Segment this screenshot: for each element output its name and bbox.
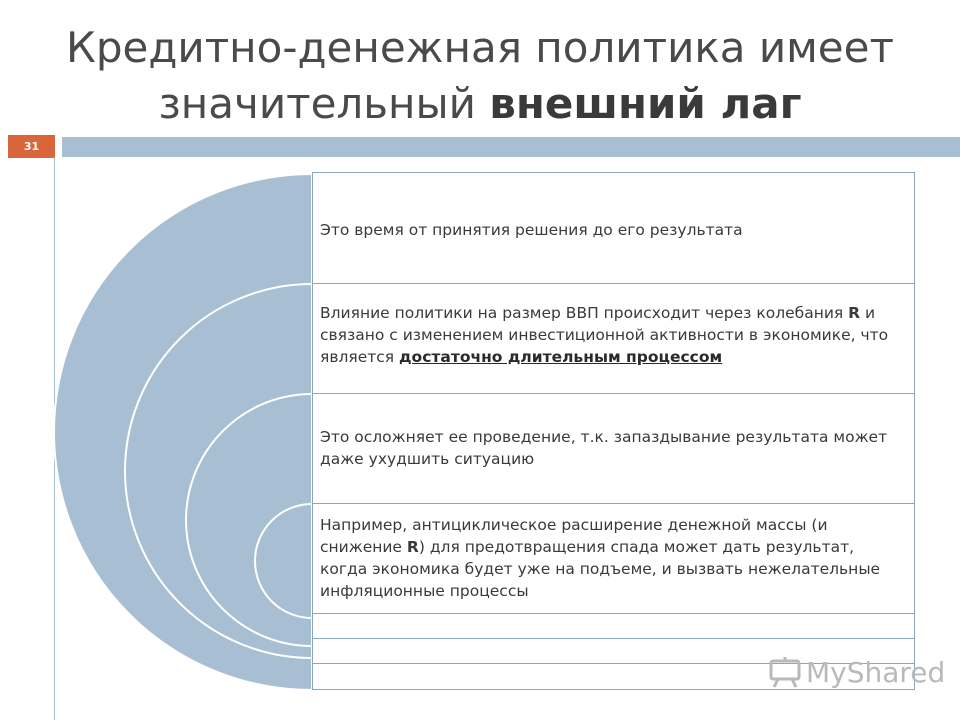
lag-box-2-underlined: достаточно длительным процессом xyxy=(399,348,723,366)
title-line-1: Кредитно-денежная политика имеет xyxy=(66,23,894,72)
title-line-2-bold: внешний лаг xyxy=(489,79,802,128)
lag-box-4 xyxy=(312,503,915,614)
title-line-2-plain: значительный xyxy=(158,79,490,128)
lag-box-2-part2: и связано с изменением инвестиционной активности в экономике, что является xyxy=(320,304,889,366)
presentation-icon xyxy=(768,655,802,689)
slide-number-badge: 31 xyxy=(8,135,55,158)
empty-box-1 xyxy=(312,613,915,639)
watermark-text: MyShared xyxy=(806,655,946,689)
lag-box-3 xyxy=(312,393,915,504)
lag-box-4-emph: R xyxy=(406,538,419,556)
lag-box-4-text xyxy=(320,514,902,602)
watermark xyxy=(768,655,945,689)
lag-box-2 xyxy=(312,283,915,394)
lag-box-2-text xyxy=(320,302,902,368)
lag-box-2-emph: R xyxy=(848,304,861,322)
lag-box-1-text: Это время от принятия решения до его результата xyxy=(320,221,743,239)
lag-box-2-part1: Влияние политики на размер ВВП происходит через колебания xyxy=(320,304,849,322)
lag-box-4-part2: ) для предотвращения спада может дать результат, когда экономика будет уже на подъеме, и вызвать нежелательные инфляционные процессы xyxy=(320,538,881,600)
lag-box-1 xyxy=(312,172,915,284)
lag-box-3-text: Это осложняет ее проведение, т.к. запаздывание результата может даже ухудшить ситуацию xyxy=(320,428,888,468)
lag-box-4-part1: Например, антициклическое расширение денежной массы (и снижение xyxy=(320,516,828,556)
